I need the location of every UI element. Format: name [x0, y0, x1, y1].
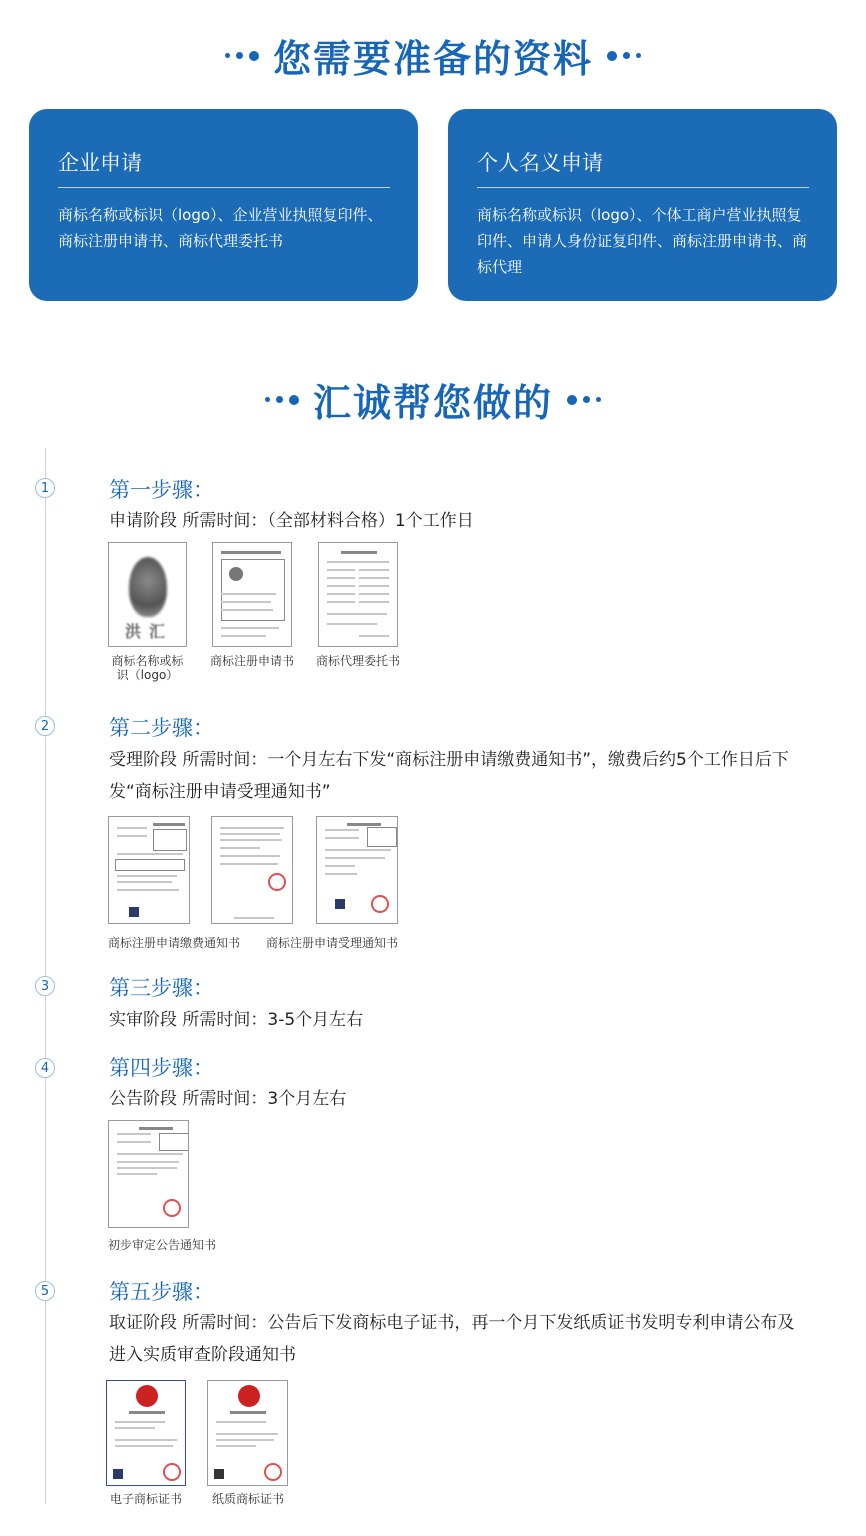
step-description: 公告阶段 所需时间：3个月左右: [109, 1089, 347, 1109]
card-title: 个人名义申请: [477, 147, 809, 188]
section-title-text: 汇诚帮您做的: [312, 381, 553, 425]
electronic-certificate-image: [106, 1380, 186, 1486]
step-title: 第三步骤：: [109, 976, 214, 1000]
section-title-text: 您需要准备的资料: [272, 37, 593, 81]
step-number-badge: 5: [35, 1281, 55, 1301]
doc-caption: 初步审定公告通知书: [107, 1238, 216, 1252]
application-form-image: [212, 542, 292, 647]
step-description: 实审阶段 所需时间：3-5个月左右: [109, 1010, 364, 1030]
dots-decoration-right: [567, 395, 601, 405]
doc-caption: 商标名称或标识（logo）: [111, 654, 184, 682]
step-description: 取证阶段 所需时间：公告后下发商标电子证书，再一个月下发纸质证书发明专利申请公布及进入实质审查阶段通知书: [109, 1313, 795, 1365]
logo-text: 洪汇: [125, 622, 174, 641]
dots-decoration-left: [225, 51, 259, 61]
step-number-badge: 2: [35, 716, 55, 736]
payment-notice-image-2: [211, 816, 293, 924]
paper-certificate-image: [207, 1380, 288, 1486]
section-title-services: [0, 372, 866, 427]
dots-decoration-left: [265, 395, 299, 405]
card-personal-application: [448, 109, 837, 301]
preliminary-approval-notice-image: [108, 1120, 189, 1228]
step-title: 第一步骤：: [109, 478, 214, 502]
doc-caption: 商标代理委托书: [315, 654, 400, 668]
doc-caption: 电子商标证书: [109, 1492, 182, 1506]
step-number-badge: 3: [35, 976, 55, 996]
step-number-badge: 4: [35, 1058, 55, 1078]
step-title: 第五步骤：: [109, 1280, 214, 1304]
step-title: 第四步骤：: [109, 1056, 214, 1080]
step-title: 第二步骤：: [109, 716, 214, 740]
doc-caption: 商标注册申请缴费通知书: [107, 936, 240, 950]
trademark-logo-image: [108, 542, 187, 647]
step-number-badge: 1: [35, 478, 55, 498]
doc-caption: 商标注册申请受理通知书: [265, 936, 398, 950]
card-text: 商标名称或标识（logo）、企业营业执照复印件、商标注册申请书、商标代理委托书: [58, 206, 383, 250]
card-enterprise-application: [29, 109, 418, 301]
section-title-materials: [0, 28, 866, 83]
step-description: 受理阶段 所需时间：一个月左右下发“商标注册申请缴费通知书”，缴费后约5个工作日后下发“商标注册申请受理通知书”: [109, 750, 789, 802]
acceptance-notice-image: [316, 816, 398, 924]
step-description: 申请阶段 所需时间：（全部材料合格）1个工作日: [109, 511, 474, 531]
doc-caption: 商标注册申请书: [209, 654, 294, 668]
card-text: 商标名称或标识（logo）、个体工商户营业执照复印件、申请人身份证复印件、商标注册申请书、商标代理: [477, 206, 808, 276]
agency-authorization-image: [318, 542, 398, 647]
payment-notice-image-1: [108, 816, 190, 924]
doc-caption: 纸质商标证书: [211, 1492, 284, 1506]
card-title: 企业申请: [58, 147, 390, 188]
dots-decoration-right: [607, 51, 641, 61]
